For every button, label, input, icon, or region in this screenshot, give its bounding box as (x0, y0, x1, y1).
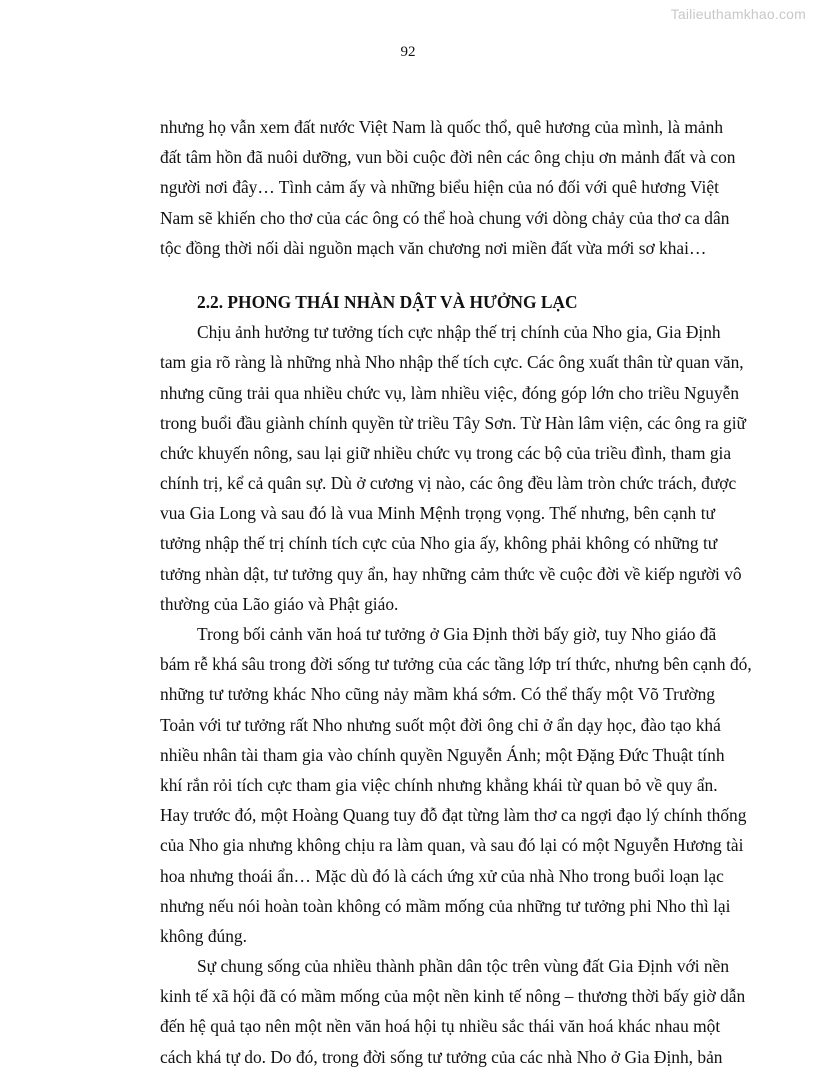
text-line: bám rễ khá sâu trong đời sống tư tưởng của các tầng lớp trí thức, nhưng bên cạnh đó, (160, 654, 752, 675)
text-line: Trong bối cảnh văn hoá tư tưởng ở Gia Định thời bấy giờ, tuy Nho giáo đã (197, 624, 717, 644)
text-line: chức khuyến nông, sau lại giữ nhiều chức vụ trong các bộ của triều đình, tham gia (160, 442, 732, 463)
text-line: trong buổi đầu giành chính quyền từ triều Tây Sơn. Từ Hàn lâm viện, các ông ra giữ (160, 412, 746, 433)
text-line: đến hệ quả tạo nên một nền văn hoá hội tụ nhiều sắc thái văn hoá khác nhau một (160, 1016, 721, 1037)
paragraph (160, 619, 752, 951)
paragraph (160, 317, 746, 619)
text-line: Toản với tư tưởng rất Nho nhưng suốt một đời ông chỉ ở ẩn dạy học, đào tạo khá (160, 714, 721, 735)
text-line: nhưng cũng trải qua nhiều chức vụ, làm nhiều việc, đóng góp lớn cho triều Nguyễn (160, 382, 740, 403)
text-line: tộc đồng thời nối dài nguồn mạch văn chương nơi miền đất vừa mới sơ khai… (160, 237, 707, 258)
text-line: Sự chung sống của nhiều thành phần dân tộc trên vùng đất Gia Định với nền (197, 956, 730, 977)
watermark: Tailieuthamkhao.com (670, 6, 806, 22)
text-line: tưởng nhàn dật, tư tưởng quy ẩn, hay những cảm thức về cuộc đời về kiếp người vô (160, 563, 742, 584)
text-line: kinh tế xã hội đã có mầm mống của một nền kinh tế nông – thương thời bấy giờ dẫn (160, 986, 746, 1007)
text-line: Nam sẽ khiến cho thơ của các ông có thể hoà chung với dòng chảy của thơ ca dân (160, 207, 730, 228)
paragraph-continuation (160, 112, 736, 263)
text-line: nhưng nếu nói hoàn toàn không có mầm mống của những tư tưởng phi Nho thì lại (160, 895, 731, 916)
text-line: khí rắn rỏi tích cực tham gia việc chính nhưng khẳng khái từ quan bỏ về quy ẩn. (160, 774, 718, 795)
document-body (160, 112, 752, 1072)
text-line: nhưng họ vẫn xem đất nước Việt Nam là quốc thổ, quê hương của mình, là mảnh (160, 117, 724, 137)
text-line: tưởng nhập thế trị chính tích cực của Nho gia ấy, không phải không có những tư (160, 533, 718, 554)
text-line: những tư tưởng khác Nho cũng nảy mầm khá sớm. Có thể thấy một Võ Trường (160, 684, 715, 705)
page-number: 92 (400, 44, 416, 60)
text-line: cách khá tự do. Do đó, trong đời sống tư tưởng của các nhà Nho ở Gia Định, bản (160, 1046, 723, 1067)
text-line: Hay trước đó, một Hoàng Quang tuy đỗ đạt từng làm thơ ca ngợi đạo lý chính thống (160, 805, 747, 826)
text-line: Chịu ảnh hưởng tư tưởng tích cực nhập thế trị chính của Nho gia, Gia Định (197, 322, 721, 343)
text-line: hoa nhưng thoái ẩn… Mặc dù đó là cách ứng xử của nhà Nho trong buổi loạn lạc (160, 865, 724, 886)
text-line: thường của Lão giáo và Phật giáo. (160, 593, 399, 614)
text-line: đất tâm hồn đã nuôi dưỡng, vun bồi cuộc đời nên các ông chịu ơn mảnh đất và con (160, 147, 736, 168)
section-heading: 2.2. PHONG THÁI NHÀN DẬT VÀ HƯỞNG LẠC (197, 291, 578, 312)
text-line: không đúng. (160, 925, 247, 946)
text-line: vua Gia Long và sau đó là vua Minh Mệnh trọng vọng. Thế nhưng, bên cạnh tư (160, 503, 715, 524)
spacer (160, 263, 715, 287)
text-line: chính trị, kể cả quân sự. Dù ở cương vị nào, các ông đều làm tròn chức trách, được (160, 473, 737, 494)
text-line: của Nho gia nhưng không chịu ra làm quan, và sau đó lại có một Nguyễn Hương tài (160, 835, 744, 856)
paragraph (160, 951, 746, 1072)
text-line: tam gia rõ ràng là những nhà Nho nhập thế tích cực. Các ông xuất thân từ quan văn, (160, 352, 744, 373)
text-line: người nơi đây… Tình cảm ấy và những biểu hiện của nó đối với quê hương Việt (160, 177, 719, 198)
text-line: nhiều nhân tài tham gia vào chính quyền Nguyễn Ánh; một Đặng Đức Thuật tính (160, 744, 725, 765)
